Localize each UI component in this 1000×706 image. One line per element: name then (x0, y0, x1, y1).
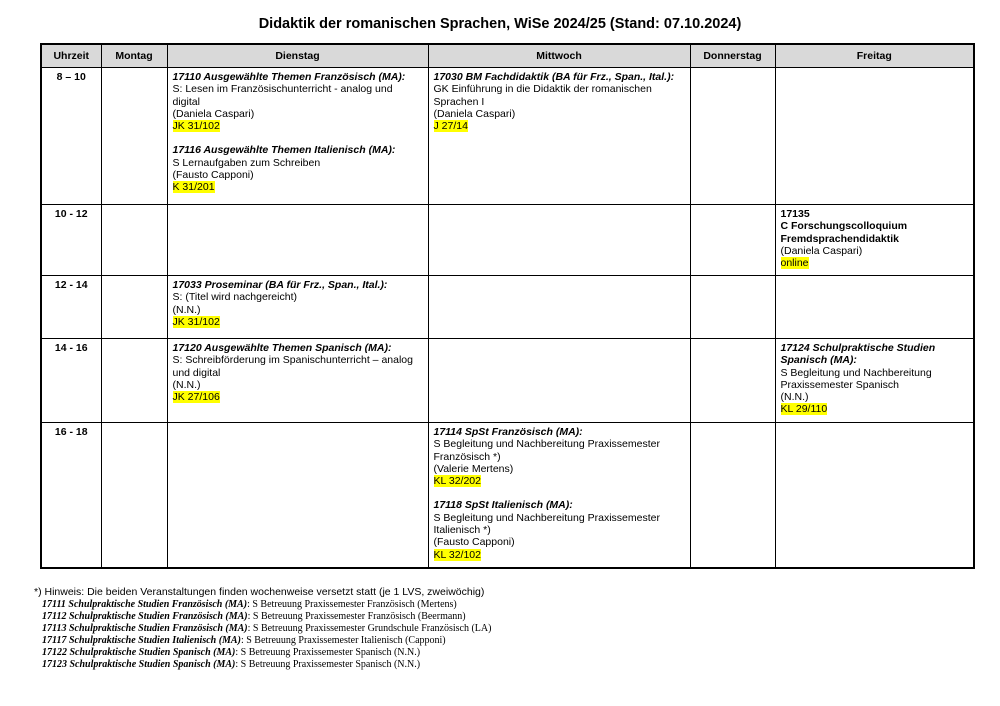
time-cell: 10 - 12 (41, 205, 101, 276)
slot-row-8-10 (41, 68, 974, 205)
course-room: KL 32/102 (433, 548, 481, 561)
course-lecturer: (Fausto Capponi) (172, 169, 254, 182)
course-room: KL 32/202 (433, 475, 481, 488)
cell-donnerstag (690, 276, 775, 339)
cell-freitag (775, 276, 974, 339)
header-mittwoch: Mittwoch (428, 44, 690, 68)
course-lecturer: (Daniela Caspari) (172, 107, 255, 120)
course-lecturer: (Valerie Mertens) (433, 462, 514, 475)
schedule-table (40, 43, 975, 569)
cell-dienstag (167, 205, 428, 276)
time-cell: 8 – 10 (41, 68, 101, 205)
header-uhrzeit: Uhrzeit (41, 44, 101, 68)
course-title: 17124 Schulpraktische Studien Spanisch (MA): (780, 342, 936, 367)
cell-donnerstag (690, 339, 775, 423)
course-entry (781, 342, 969, 416)
course-number: 17135 (780, 208, 810, 220)
course-entry (173, 144, 423, 193)
course-title: 17118 SpSt Italienisch (MA): (433, 499, 573, 512)
cell-montag (101, 276, 167, 339)
course-title: 17116 Ausgewählte Themen Italienisch (MA): (172, 144, 396, 157)
course-room: online (780, 257, 809, 270)
document-title: Didaktik der romanischen Sprachen, WiSe 2024/25 (Stand: 07.10.2024) (258, 16, 742, 32)
cell-mittwoch (428, 68, 690, 205)
course-room: JK 27/106 (172, 391, 220, 404)
course-title: C Forschungscolloquium Fremdsprachendidaktik (780, 220, 908, 245)
footnote-item-code: 17111 Schulpraktische Studien Französisch (MA) (42, 599, 248, 610)
header-montag: Montag (101, 44, 167, 68)
slot-row-16-18 (41, 423, 974, 568)
course-description: S: (Titel wird nachgereicht) (172, 291, 297, 304)
course-title: 17114 SpSt Französisch (MA): (433, 426, 583, 438)
cell-montag (101, 205, 167, 276)
footnote-item (34, 623, 974, 635)
slot-row-10-12 (41, 205, 974, 276)
footnote-item (34, 659, 974, 671)
course-title: 17030 BM Fachdidaktik (BA für Frz., Span., Ital.): (433, 71, 675, 83)
cell-donnerstag (690, 423, 775, 568)
footnote-item-code: 17113 Schulpraktische Studien Französisch (MA) (42, 623, 248, 634)
footnote-hint: *) Hinweis: Die beiden Veranstaltungen finden wochenweise versetzt statt (je 1 LVS, zweiwöchig) (34, 586, 485, 598)
footnote-item-text: : S Betreuung Praxissemester Französisch (Beermann) (247, 611, 466, 622)
footnote-item (34, 611, 974, 623)
footnote-item-code: 17117 Schulpraktische Studien Italienisch (MA) (42, 635, 241, 646)
course-lecturer: (Daniela Caspari) (433, 107, 516, 120)
course-room: KL 29/110 (780, 403, 828, 416)
course-description: S: Schreibförderung im Spanischunterricht – analog und digital (172, 354, 413, 379)
cell-dienstag (167, 276, 428, 339)
course-entry (781, 208, 969, 269)
cell-freitag (775, 68, 974, 205)
course-room: J 27/14 (433, 120, 468, 133)
course-room: JK 31/102 (172, 315, 220, 328)
course-entry (434, 71, 685, 132)
footnote-item-text: : S Betreuung Praxissemester Italienisch (Capponi) (240, 635, 446, 646)
time-cell: 14 - 16 (41, 339, 101, 423)
header-row (41, 44, 974, 68)
cell-montag (101, 339, 167, 423)
cell-mittwoch (428, 339, 690, 423)
footnote-item (34, 599, 974, 611)
footnote-item-code: 17122 Schulpraktische Studien Spanisch (MA) (42, 647, 236, 658)
course-lecturer: (Daniela Caspari) (780, 244, 863, 257)
course-description: GK Einführung in die Didaktik der romanischen Sprachen I (433, 83, 652, 108)
course-entry (434, 426, 685, 487)
course-room: K 31/201 (172, 181, 215, 194)
cell-montag (101, 423, 167, 568)
cell-dienstag (167, 68, 428, 205)
course-entry (173, 279, 423, 328)
course-title: 17033 Proseminar (BA für Frz., Span., Ital.): (172, 279, 388, 291)
cell-freitag (775, 205, 974, 276)
time-cell: 12 - 14 (41, 276, 101, 339)
course-description: S Begleitung und Nachbereitung Praxissemester Italienisch *) (433, 511, 660, 537)
cell-mittwoch (428, 423, 690, 568)
course-description: S Lernaufgaben zum Schreiben (172, 156, 321, 169)
course-room: JK 31/102 (172, 120, 220, 133)
course-description: S: Lesen im Französischunterricht - analog und digital (172, 83, 393, 108)
course-title: 17110 Ausgewählte Themen Französisch (MA): (172, 71, 406, 83)
course-lecturer: (N.N.) (172, 303, 201, 316)
cell-freitag (775, 423, 974, 568)
footnote-item (34, 635, 974, 647)
cell-mittwoch (428, 276, 690, 339)
course-lecturer: (N.N.) (780, 391, 809, 404)
course-entry (173, 71, 423, 132)
slot-row-14-16 (41, 339, 974, 423)
cell-dienstag (167, 339, 428, 423)
course-entry (434, 499, 685, 560)
cell-donnerstag (690, 205, 775, 276)
footnote-item (34, 647, 974, 659)
cell-donnerstag (690, 68, 775, 205)
cell-mittwoch (428, 205, 690, 276)
course-lecturer: (Fausto Capponi) (433, 536, 515, 549)
cell-dienstag (167, 423, 428, 568)
time-cell: 16 - 18 (41, 423, 101, 568)
footnote (34, 586, 974, 671)
footnote-item-text: : S Betreuung Praxissemester Grundschule Französisch (LA) (247, 623, 492, 634)
course-title: 17120 Ausgewählte Themen Spanisch (MA): (172, 342, 392, 354)
footnote-item-text: : S Betreuung Praxissemester Spanisch (N.N.) (235, 659, 421, 670)
header-dienstag: Dienstag (167, 44, 428, 68)
cell-montag (101, 68, 167, 205)
footnote-item-code: 17112 Schulpraktische Studien Französisch (MA) (42, 611, 248, 622)
course-lecturer: (N.N.) (172, 378, 201, 391)
header-donnerstag: Donnerstag (690, 44, 775, 68)
slot-row-12-14 (41, 276, 974, 339)
course-entry (173, 342, 423, 403)
course-description: S Begleitung und Nachbereitung Praxissemester Spanisch (780, 366, 932, 391)
course-description: S Begleitung und Nachbereitung Praxissemester Französisch *) (433, 438, 660, 463)
header-freitag: Freitag (775, 44, 974, 68)
footnote-item-text: : S Betreuung Praxissemester Spanisch (N.N.) (235, 647, 421, 658)
footnote-item-code: 17123 Schulpraktische Studien Spanisch (MA) (42, 659, 236, 670)
cell-freitag (775, 339, 974, 423)
footnote-item-text: : S Betreuung Praxissemester Französisch (Mertens) (247, 599, 457, 610)
